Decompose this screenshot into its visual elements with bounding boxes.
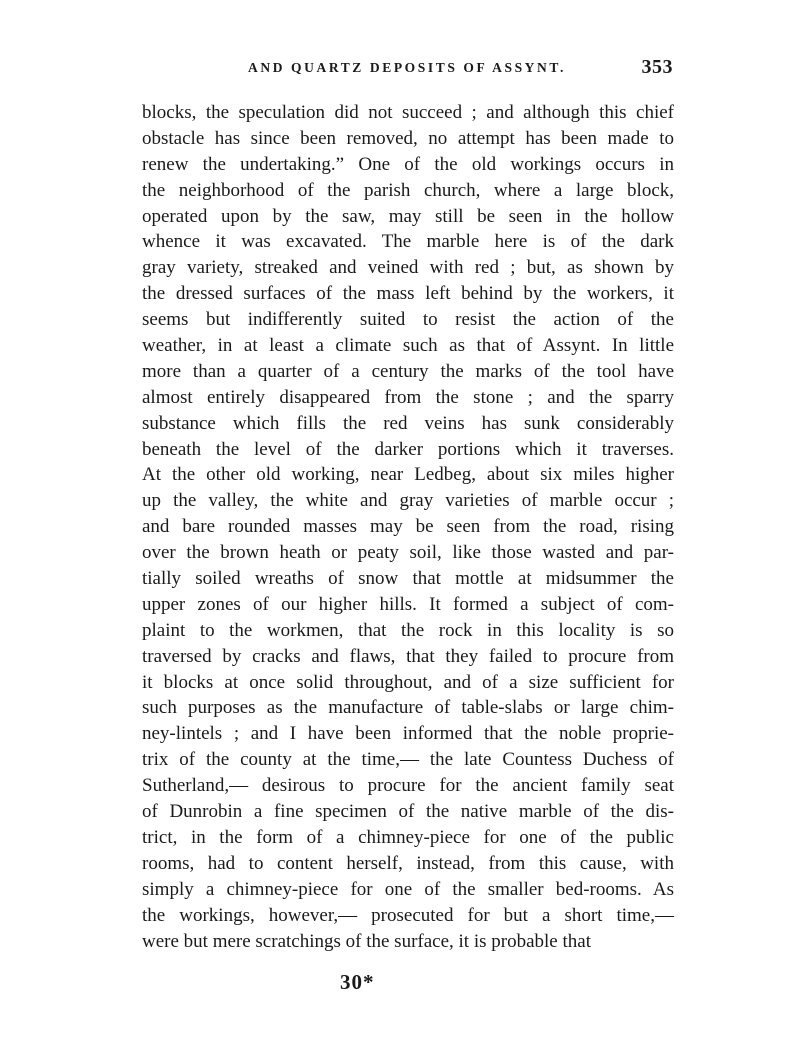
text-line: almost entirely disappeared from the stone ; and the sparry — [142, 386, 674, 408]
text-line: seems but indifferently suited to resist the action of the — [142, 309, 674, 331]
text-line: Sutherland,— desirous to procure for the ancient family seat — [142, 775, 674, 797]
text-line: of Dunrobin a fine specimen of the native marble of the dis- — [142, 801, 674, 823]
text-line: substance which fills the red veins has sunk considerably — [142, 412, 674, 434]
text-line: tially soiled wreaths of snow that mottle at midsummer the — [142, 568, 674, 590]
text-line: plaint to the workmen, that the rock in this locality is so — [142, 619, 674, 641]
text-line: the dressed surfaces of the mass left behind by the workers, it — [142, 283, 674, 305]
text-line: and bare rounded masses may be seen from the road, rising — [142, 516, 674, 538]
text-line: were but mere scratchings of the surface, it is probable that — [142, 930, 591, 952]
running-title: AND QUARTZ DEPOSITS OF ASSYNT. — [248, 60, 566, 75]
text-line: obstacle has since been removed, no attempt has been made to — [142, 127, 674, 149]
signature-mark: 30* — [340, 970, 375, 994]
running-header — [140, 58, 675, 84]
text-line: trict, in the form of a chimney-piece for one of the public — [142, 826, 674, 848]
text-line: the workings, however,— prosecuted for but a short time,— — [142, 904, 674, 926]
text-line: ney-lintels ; and I have been informed that the noble proprie- — [142, 723, 674, 745]
body-text — [142, 100, 674, 954]
text-line: At the other old working, near Ledbeg, about six miles higher — [142, 464, 674, 486]
text-line: whence it was excavated. The marble here is of the dark — [142, 231, 674, 253]
text-line: such purposes as the manufacture of table-slabs or large chim- — [142, 697, 674, 719]
text-line: up the valley, the white and gray varieties of marble occur ; — [142, 490, 674, 512]
text-line: renew the undertaking.” One of the old workings occurs in — [142, 153, 674, 175]
text-line: it blocks at once solid throughout, and of a size sufficient for — [142, 671, 674, 693]
text-line: simply a chimney-piece for one of the smaller bed-rooms. As — [142, 878, 674, 900]
text-line: blocks, the speculation did not succeed ; and although this chief — [142, 102, 674, 123]
text-line: operated upon by the saw, may still be seen in the hollow — [142, 205, 674, 227]
text-line: weather, in at least a climate such as that of Assynt. In little — [142, 335, 674, 357]
text-line: upper zones of our higher hills. It formed a subject of com- — [142, 593, 674, 615]
text-line: rooms, had to content herself, instead, from this cause, with — [142, 852, 674, 874]
text-line: the neighborhood of the parish church, where a large block, — [142, 179, 674, 201]
text-line: gray variety, streaked and veined with red ; but, as shown by — [142, 257, 674, 279]
text-line: beneath the level of the darker portions which it traverses. — [142, 438, 674, 460]
page-number: 353 — [641, 56, 673, 78]
text-line: trix of the county at the time,— the late Countess Duchess of — [142, 749, 674, 771]
text-line: over the brown heath or peaty soil, like those wasted and par- — [142, 542, 674, 564]
text-line: traversed by cracks and flaws, that they failed to procure from — [142, 645, 674, 667]
text-line: more than a quarter of a century the marks of the tool have — [142, 360, 674, 382]
